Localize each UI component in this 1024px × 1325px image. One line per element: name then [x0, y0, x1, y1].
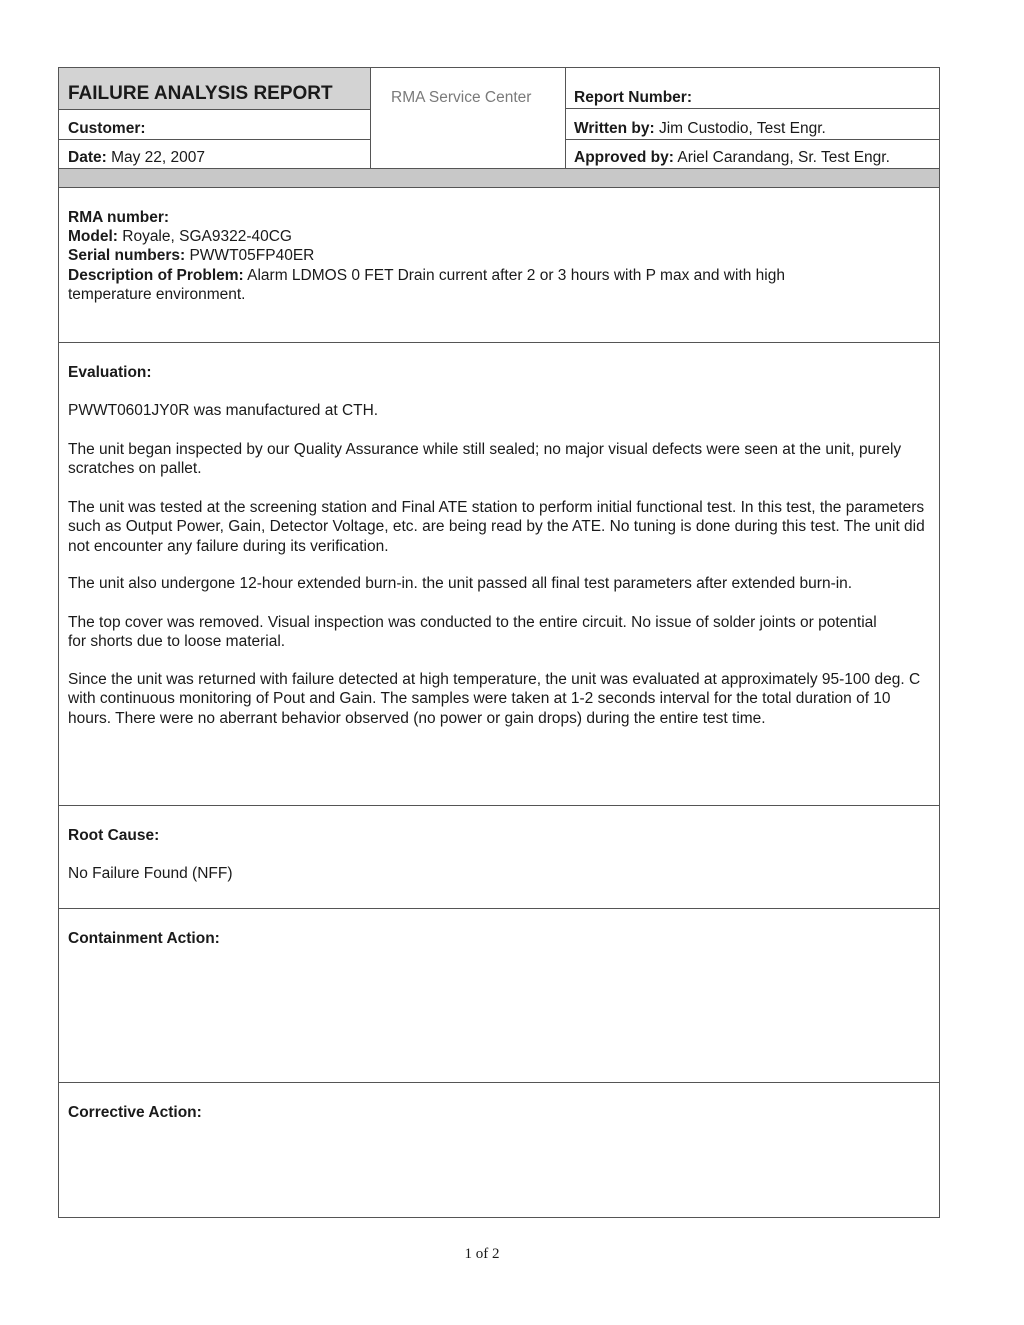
evaluation-paragraph: The unit also undergone 12-hour extended burn-in. the unit passed all final test parameters after extended burn-in. — [68, 575, 853, 592]
problem-description — [68, 266, 868, 305]
divider — [59, 109, 370, 110]
date-value: May 22, 2007 — [111, 149, 206, 166]
divider — [565, 139, 940, 140]
divider — [59, 805, 939, 806]
problem-label: Description of Problem: — [68, 267, 244, 284]
divider — [59, 908, 939, 909]
date-field — [68, 148, 205, 167]
divider — [59, 139, 370, 140]
approved-by-label: Approved by: — [574, 149, 674, 166]
evaluation-heading: Evaluation: — [68, 364, 152, 381]
serial-value: PWWT05FP40ER — [189, 247, 315, 264]
approved-by-value: Ariel Carandang, Sr. Test Engr. — [677, 149, 890, 166]
report-form — [58, 67, 940, 1218]
corrective-action-heading: Corrective Action: — [68, 1104, 202, 1121]
written-by-field — [574, 119, 826, 138]
divider — [59, 1082, 939, 1083]
report-number-label: Report Number: — [574, 89, 692, 106]
evaluation-paragraph: Since the unit was returned with failure detected at high temperature, the unit was evaluated at approximately 95-100 deg. C with continuous monitoring of Pout and Gain. The samples were taken at 1-2 seconds interval for the total duration of 10 hours. There were no aberrant behavior observed (no power or gain drops) during the entire test time. — [68, 671, 921, 727]
evaluation-paragraph: The top cover was removed. Visual inspection was conducted to the entire circuit. No issue of solder joints or potential for shorts due to loose material. — [68, 614, 877, 651]
evaluation-paragraph: The unit was tested at the screening station and Final ATE station to perform initial functional test. In this test, the parameters such as Output Power, Gain, Detector Voltage, etc. are being read by the ATE. No tuning is done during this test. The unit did not encounter any failure during its verification. — [68, 499, 925, 555]
header-separator-bar — [59, 169, 939, 187]
serial-label: Serial numbers: — [68, 247, 186, 264]
divider — [565, 108, 940, 109]
root-cause-text: No Failure Found (NFF) — [68, 865, 233, 882]
containment-action-heading: Containment Action: — [68, 930, 220, 947]
approved-by-field — [574, 148, 890, 167]
report-title: FAILURE ANALYSIS REPORT — [68, 83, 333, 104]
root-cause-heading: Root Cause: — [68, 827, 160, 844]
model-field — [68, 227, 292, 246]
divider — [59, 342, 939, 343]
written-by-label: Written by: — [574, 120, 655, 137]
problem-value: Alarm LDMOS 0 FET Drain current after 2 or 3 hours with P max and with high temperature environment. — [68, 267, 785, 304]
model-value: Royale, SGA9322-40CG — [122, 228, 292, 245]
customer-label: Customer: — [68, 120, 146, 137]
written-by-value: Jim Custodio, Test Engr. — [658, 120, 826, 137]
date-label: Date: — [68, 149, 107, 166]
page-number: 1 of 2 — [464, 1246, 500, 1262]
evaluation-paragraph: PWWT0601JY0R was manufactured at CTH. — [68, 402, 379, 419]
evaluation-paragraph: The unit began inspected by our Quality Assurance while still sealed; no major visual defects were seen at the unit, purely scratches on pallet. — [68, 441, 902, 478]
serial-field — [68, 246, 314, 265]
model-label: Model: — [68, 228, 118, 245]
rma-number-label: RMA number: — [68, 209, 170, 226]
service-center-label: RMA Service Center — [391, 89, 532, 106]
divider — [565, 68, 566, 168]
divider — [59, 187, 939, 188]
divider — [370, 68, 371, 168]
